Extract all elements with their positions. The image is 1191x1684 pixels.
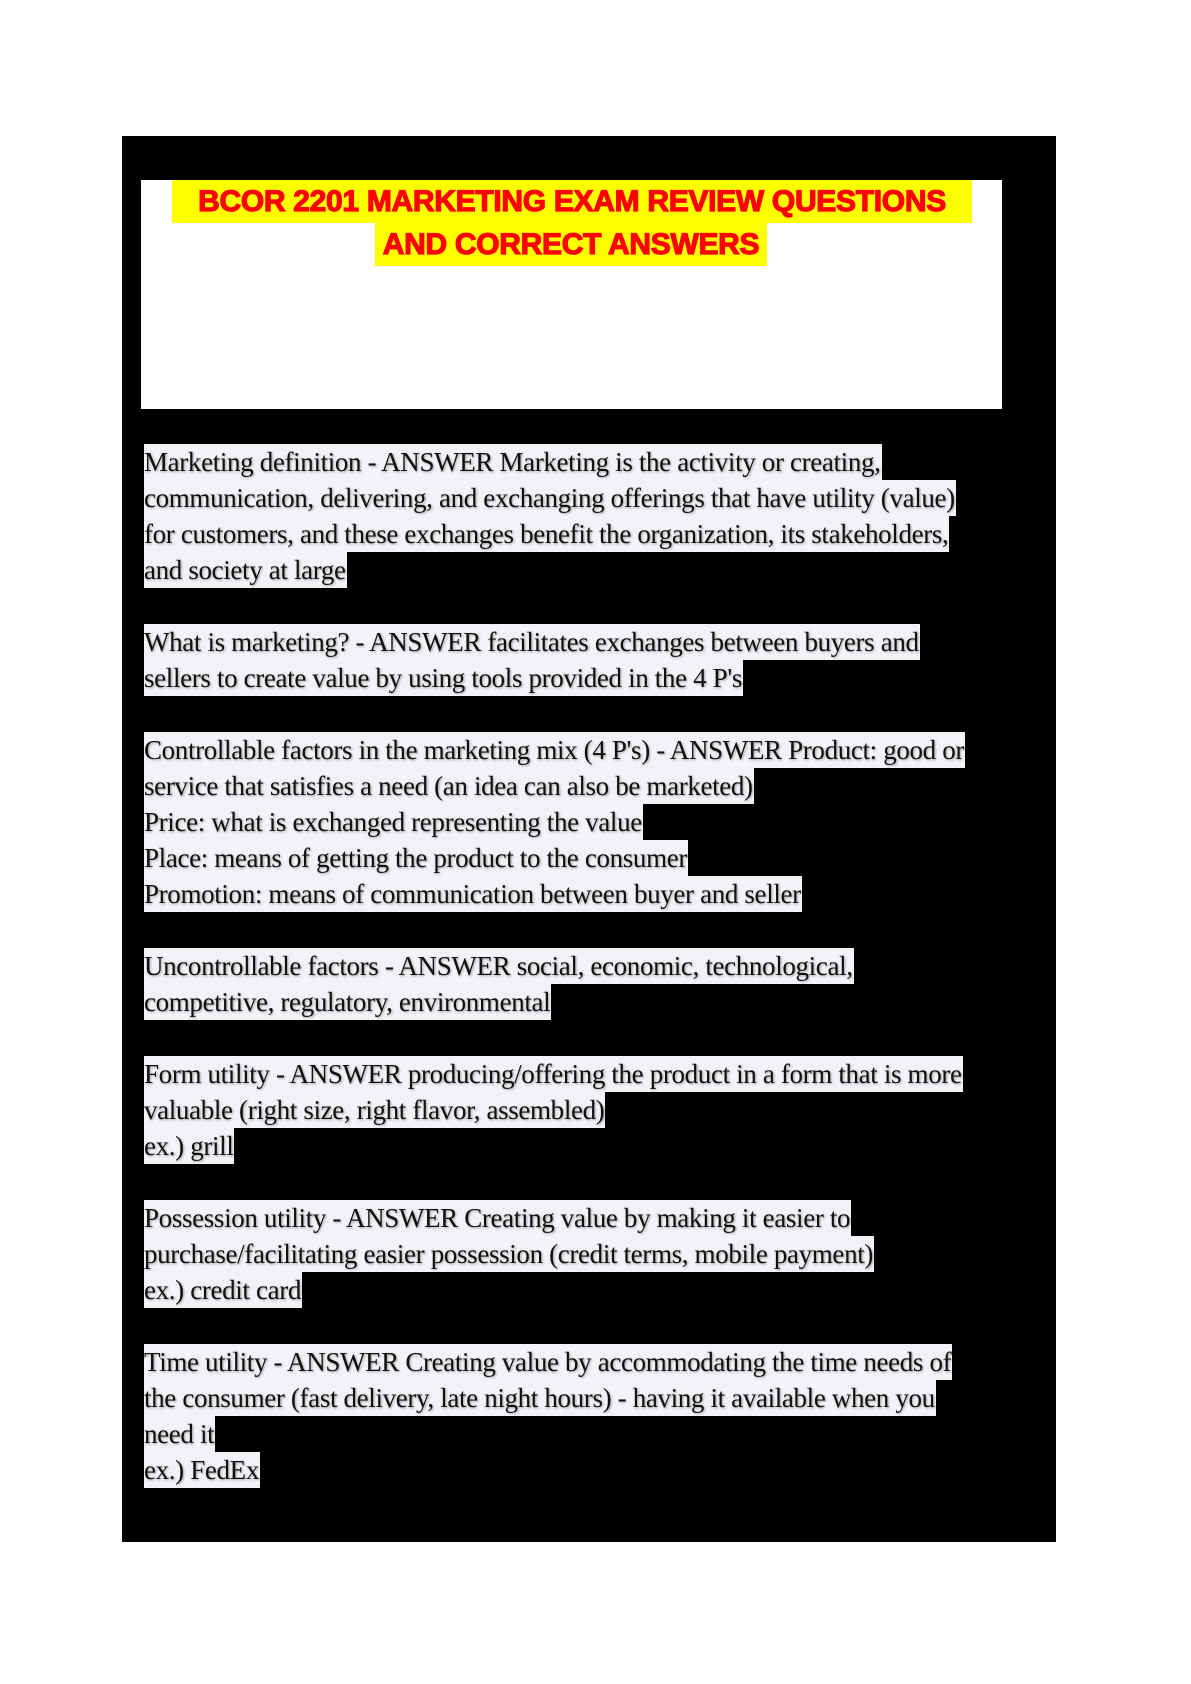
qa-line	[144, 948, 854, 984]
qa-text: ex.) credit card	[144, 1272, 302, 1308]
qa-line	[144, 1452, 952, 1488]
qa-item-possession-utility	[144, 1200, 874, 1308]
qa-text: competitive, regulatory, environmental	[144, 984, 551, 1020]
qa-text: Controllable factors in the marketing mix (4 P's) - ANSWER Product: good or	[144, 732, 965, 768]
qa-line	[144, 1272, 874, 1308]
qa-line	[144, 1236, 874, 1272]
qa-text: ex.) grill	[144, 1128, 234, 1164]
qa-text: the consumer (fast delivery, late night hours) - having it available when you	[144, 1380, 936, 1416]
qa-text: Time utility - ANSWER Creating value by accommodating the time needs of	[144, 1344, 952, 1380]
qa-text: for customers, and these exchanges benefit the organization, its stakeholders,	[144, 516, 949, 552]
qa-line	[144, 480, 956, 516]
qa-item-controllable-factors	[144, 732, 965, 912]
qa-line	[144, 444, 956, 480]
qa-text: Marketing definition - ANSWER Marketing is the activity or creating,	[144, 444, 882, 480]
qa-item-time-utility	[144, 1344, 952, 1488]
document-title-line-1: BCOR 2201 MARKETING EXAM REVIEW QUESTIONS	[172, 180, 972, 223]
qa-item-marketing-definition	[144, 444, 956, 588]
qa-text: Form utility - ANSWER producing/offering the product in a form that is more	[144, 1056, 963, 1092]
qa-line	[144, 984, 854, 1020]
qa-line	[144, 876, 965, 912]
qa-line	[144, 732, 965, 768]
qa-line	[144, 840, 965, 876]
qa-item-uncontrollable-factors	[144, 948, 854, 1020]
qa-item-what-is-marketing	[144, 624, 920, 696]
qa-text: ex.) FedEx	[144, 1452, 260, 1488]
qa-line	[144, 660, 920, 696]
qa-text: Uncontrollable factors - ANSWER social, economic, technological,	[144, 948, 854, 984]
qa-text: Possession utility - ANSWER Creating value by making it easier to	[144, 1200, 851, 1236]
qa-text: and society at large	[144, 552, 347, 588]
qa-line	[144, 1380, 952, 1416]
qa-text: purchase/facilitating easier possession (credit terms, mobile payment)	[144, 1236, 874, 1272]
qa-text: Price: what is exchanged representing the value	[144, 804, 643, 840]
document-title-line-2: AND CORRECT ANSWERS	[375, 223, 767, 266]
qa-text: Place: means of getting the product to the consumer	[144, 840, 688, 876]
qa-text: valuable (right size, right flavor, assembled)	[144, 1092, 605, 1128]
qa-line	[144, 804, 965, 840]
qa-line	[144, 1056, 963, 1092]
qa-line	[144, 624, 920, 660]
qa-line	[144, 1344, 952, 1380]
qa-text: service that satisfies a need (an idea can also be marketed)	[144, 768, 754, 804]
qa-text: communication, delivering, and exchanging offerings that have utility (value)	[144, 480, 956, 516]
qa-line	[144, 1416, 952, 1452]
qa-line	[144, 768, 965, 804]
qa-line	[144, 1128, 963, 1164]
qa-line	[144, 552, 956, 588]
qa-text: sellers to create value by using tools provided in the 4 P's	[144, 660, 743, 696]
qa-text: What is marketing? - ANSWER facilitates exchanges between buyers and	[144, 624, 920, 660]
qa-line	[144, 1092, 963, 1128]
qa-text: need it	[144, 1416, 215, 1452]
qa-item-form-utility	[144, 1056, 963, 1164]
qa-text: Promotion: means of communication between buyer and seller	[144, 876, 802, 912]
qa-line	[144, 516, 956, 552]
qa-line	[144, 1200, 874, 1236]
